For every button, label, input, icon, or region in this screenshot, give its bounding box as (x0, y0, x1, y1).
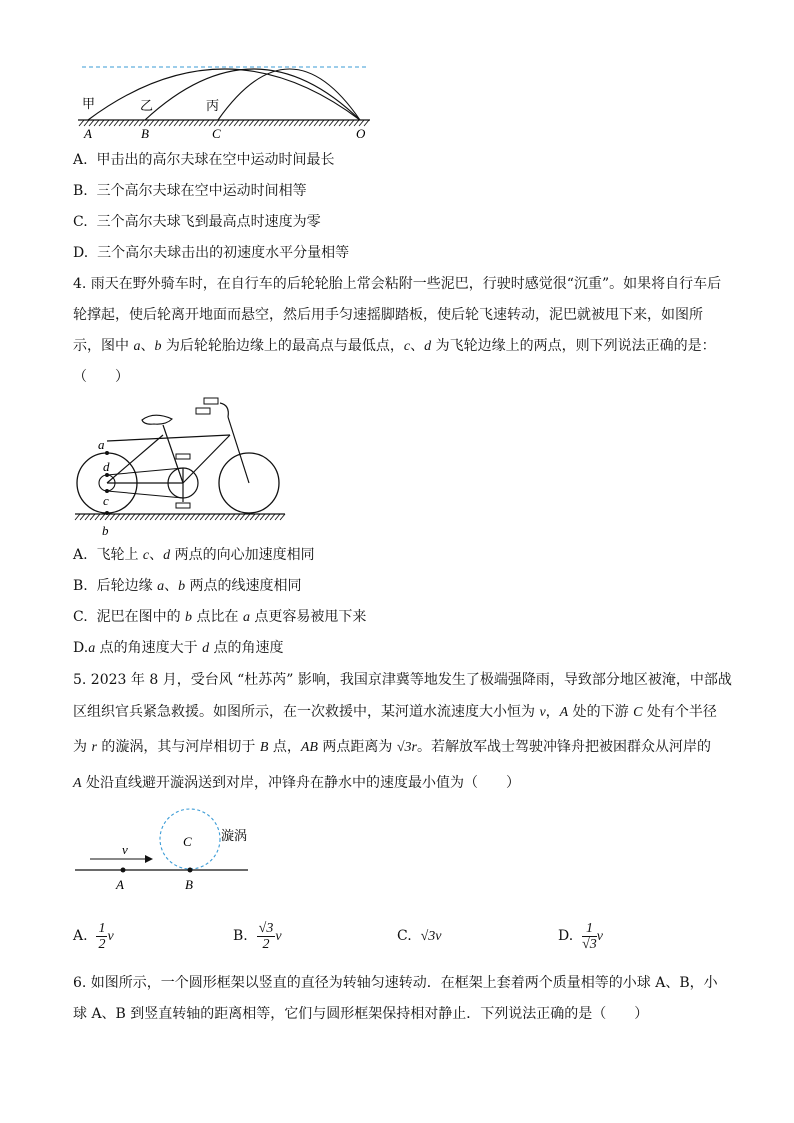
text: 两点的向心加速度相同 (170, 547, 315, 563)
hatch-mark (309, 120, 314, 126)
hatch-mark (240, 514, 245, 520)
ground-hatching (79, 120, 369, 126)
hatch-mark (220, 514, 225, 520)
point-B-dot (188, 868, 193, 873)
hatch-mark (260, 514, 265, 520)
label-B: B (185, 877, 193, 892)
fraction (96, 921, 107, 952)
hatch-mark (164, 120, 169, 126)
text: 点比在 (192, 609, 243, 625)
hatch-mark (189, 120, 194, 126)
velocity-arrow-head (145, 855, 153, 863)
hatch-mark (289, 120, 294, 126)
hatch-mark (344, 120, 349, 126)
golf-trajectory-figure (70, 58, 380, 143)
var-v: v (107, 929, 114, 944)
text: 处的下游 (568, 704, 634, 720)
text: 、 (410, 338, 425, 354)
hatch-mark (94, 120, 99, 126)
var-v: v (539, 705, 546, 720)
hatch-mark (120, 514, 125, 520)
text: 后轮边缘 (96, 578, 158, 594)
q5-option-b[interactable] (233, 918, 282, 955)
hatch-mark (245, 514, 250, 520)
river-vortex-figure (70, 808, 270, 896)
hatch-mark (199, 120, 204, 126)
hatch-mark (115, 514, 120, 520)
hatch-mark (215, 514, 220, 520)
hatch-mark (339, 120, 344, 126)
text: 处沿直线避开漩涡送到对岸，冲锋舟在静水中的速度最小值为（ ） (81, 775, 521, 791)
q5-stem-line4 (73, 773, 520, 794)
var-r: r (91, 740, 97, 755)
hatch-mark (155, 514, 160, 520)
q4-option-b[interactable] (73, 576, 302, 597)
text: 点的角速度 (209, 640, 284, 656)
fraction (582, 921, 597, 952)
hatch-mark (125, 514, 130, 520)
option-letter: B. (233, 928, 248, 944)
hatch-mark (130, 514, 135, 520)
q4-stem-line1: 4. 雨天在野外骑车时，在自行车的后轮轮胎上常会粘附一些泥巴，行驶时感觉很“沉重”。如果将自行车后 (73, 276, 722, 292)
bicycle-figure (70, 395, 290, 540)
text: 、 (164, 578, 179, 594)
option-text: 甲击出的高尔夫球在空中运动时间最长 (96, 152, 335, 168)
hatch-mark (195, 514, 200, 520)
hatch-mark (85, 514, 90, 520)
denominator: 2 (98, 936, 106, 952)
hatch-mark (95, 514, 100, 520)
label-a: a (98, 437, 105, 452)
option-letter: A. (73, 547, 88, 563)
denominator: 2 (262, 936, 270, 952)
text: 为后轮轮胎边缘上的最高点与最低点， (161, 338, 404, 354)
hatch-mark (230, 514, 235, 520)
text: 为 (73, 739, 92, 755)
label-vortex: 漩涡 (221, 828, 248, 843)
hatch-mark (165, 514, 170, 520)
hatch-mark (234, 120, 239, 126)
hatch-mark (314, 120, 319, 126)
hatch-mark (110, 514, 115, 520)
text: 点更容易被甩下来 (249, 609, 367, 625)
hatch-mark (264, 120, 269, 126)
q5-option-d[interactable] (558, 918, 603, 955)
hatch-mark (190, 514, 195, 520)
var-C: C (633, 705, 643, 720)
q6-stem-line2: 球 A、B 到竖直转轴的距离相等，它们与圆形框架保持相对静止．下列说法正确的是（ ） (73, 1006, 649, 1022)
hatch-mark (224, 120, 229, 126)
var-A: A (73, 776, 82, 791)
var: b (178, 579, 186, 594)
hatch-mark (174, 120, 179, 126)
hatch-mark (319, 120, 324, 126)
frame-seat-stay (107, 435, 163, 483)
hatch-mark (279, 120, 284, 126)
handlebar-grip-2 (196, 408, 210, 414)
pedal-top (176, 454, 190, 459)
label-A: A (116, 877, 124, 892)
var: a (88, 641, 96, 656)
label-v: v (122, 842, 128, 857)
hatch-mark (329, 120, 334, 126)
var-c: c (403, 339, 411, 354)
handlebar-grip (204, 398, 218, 404)
q5-stem-line1: 5. 2023 年 8 月，受台风 “杜苏芮” 影响，我国京津冀等地发生了极端强降雨，导致部分地区被淹，中部战 (73, 672, 732, 688)
hatch-mark (249, 120, 254, 126)
q4-answer-paren: （ ） (73, 369, 129, 385)
hatch-mark (334, 120, 339, 126)
hatch-mark (205, 514, 210, 520)
q4-option-d[interactable] (73, 638, 284, 659)
hatch-mark (175, 514, 180, 520)
hatch-mark (119, 120, 124, 126)
denominator: √3 (582, 936, 597, 952)
label-bing: 丙 (206, 98, 220, 113)
hatch-mark (104, 120, 109, 126)
hatch-mark (265, 514, 270, 520)
fraction (257, 921, 276, 952)
point-B: B (141, 126, 149, 141)
text: 的漩涡，其与河岸相切于 (96, 739, 260, 755)
q3-option-b[interactable] (73, 181, 307, 201)
trajectory-yi (145, 69, 360, 120)
text: 区组织官兵紧急救援。如图所示，在一次救援中，某河道水流速度大小恒为 (73, 704, 540, 720)
hatch-mark (140, 514, 145, 520)
hatch-mark (210, 514, 215, 520)
hatch-mark (124, 120, 129, 126)
hatch-mark (149, 120, 154, 126)
var: c (142, 548, 150, 563)
point-A-dot (121, 868, 126, 873)
option-text: 三个高尔夫球在空中运动时间相等 (96, 183, 307, 199)
var: d (202, 641, 210, 656)
var-a: a (133, 339, 141, 354)
text: 两点距离为 (317, 739, 397, 755)
option-letter: D. (558, 928, 574, 944)
text: 泥巴在图中的 (96, 609, 186, 625)
hatch-mark (114, 120, 119, 126)
q4-option-a[interactable] (73, 545, 315, 566)
fork (228, 417, 249, 483)
q3-option-d[interactable] (73, 243, 349, 263)
hatch-mark (259, 120, 264, 126)
hatch-mark (194, 120, 199, 126)
numerator: 1 (98, 920, 106, 936)
hatch-mark (154, 120, 159, 126)
hatch-mark (75, 514, 80, 520)
q5-option-c[interactable] (397, 918, 441, 955)
q5-stem-line3 (73, 737, 711, 758)
var-b: b (154, 339, 162, 354)
label-c: c (103, 493, 109, 508)
hatch-mark (284, 120, 289, 126)
hatch-mark (270, 514, 275, 520)
hatch-mark (324, 120, 329, 126)
hatch-mark (169, 120, 174, 126)
q3-option-a[interactable] (73, 150, 334, 170)
var: a (157, 579, 165, 594)
hatch-mark (244, 120, 249, 126)
hatch-mark (134, 120, 139, 126)
hatch-mark (179, 120, 184, 126)
hatch-mark (294, 120, 299, 126)
hatch-mark (170, 514, 175, 520)
hatch-mark (229, 120, 234, 126)
hatch-mark (150, 514, 155, 520)
q4-stem-line3 (73, 336, 716, 357)
option-letter: A. (73, 928, 88, 944)
text: 、 (149, 547, 164, 563)
var-A: A (559, 705, 569, 720)
hatch-mark (239, 120, 244, 126)
text: ， (545, 704, 560, 720)
hatch-mark (160, 514, 165, 520)
text: 两点的线速度相同 (185, 578, 302, 594)
var-v: v (596, 929, 603, 944)
point-O: O (356, 126, 366, 141)
var-d: d (424, 339, 432, 354)
text: 。若解放军战士驾驶冲锋舟把被困群众从河岸的 (416, 739, 711, 755)
option-text: 三个高尔夫球飞到最高点时速度为零 (96, 214, 321, 230)
q6-stem-line1: 6. 如图所示，一个圆形框架以竖直的直径为转轴匀速转动．在框架上套着两个质量相等的小球 A、B，小 (73, 975, 718, 991)
hatch-mark (274, 120, 279, 126)
hatch-mark (145, 514, 150, 520)
q3-option-c[interactable] (73, 212, 321, 232)
var: a (242, 610, 250, 625)
var-v: v (275, 929, 282, 944)
handlebar (220, 403, 228, 417)
hatch-mark (185, 514, 190, 520)
q4-stem-line2: 轮撑起，使后轮离开地面而悬空，然后用手匀速摇脚踏板，使后轮飞速转动，泥巴就被甩下来，如图所 (73, 307, 703, 323)
option-text: 三个高尔夫球击出的初速度水平分量相等 (97, 245, 350, 261)
hatch-mark (109, 120, 114, 126)
var: d (163, 548, 171, 563)
option-letter: C. (397, 928, 412, 944)
hatch-mark (184, 120, 189, 126)
hatch-mark (100, 514, 105, 520)
label-b: b (102, 523, 109, 538)
point-A: A (84, 126, 92, 141)
hatch-mark (280, 514, 285, 520)
option-letter: D. (73, 640, 89, 656)
text: 、 (140, 338, 155, 354)
hatch-mark (135, 514, 140, 520)
option-letter: D. (73, 245, 89, 261)
text: 示，图中 (73, 338, 134, 354)
text: 点的角速度大于 (95, 640, 203, 656)
hatch-mark (80, 514, 85, 520)
hatch-mark (349, 120, 354, 126)
option-letter: C. (73, 609, 88, 625)
option-letter: A. (73, 152, 88, 168)
option-letter: B. (73, 183, 88, 199)
hatch-mark (304, 120, 309, 126)
hatch-mark (159, 120, 164, 126)
option-letter: C. (73, 214, 88, 230)
point-a-dot (105, 451, 109, 455)
trajectory-bing (218, 69, 360, 120)
q4-option-c[interactable] (73, 607, 366, 628)
label-yi: 乙 (140, 98, 154, 113)
q5-option-a[interactable] (73, 918, 114, 955)
hatch-mark (254, 120, 259, 126)
expr-sqrt3v: √3v (420, 929, 442, 944)
text: 点， (268, 739, 301, 755)
point-C: C (212, 126, 221, 141)
hatch-mark (99, 120, 104, 126)
numerator: √3 (258, 920, 274, 936)
hatch-mark (275, 514, 280, 520)
expr-sqrt3r: √3r (396, 740, 417, 755)
var: b (185, 610, 193, 625)
hatch-mark (204, 120, 209, 126)
hatch-mark (129, 120, 134, 126)
hatch-mark (299, 120, 304, 126)
numerator: 1 (582, 921, 597, 937)
label-C: C (183, 834, 192, 849)
seat (142, 415, 172, 424)
var-B: B (259, 740, 269, 755)
hatch-mark (90, 514, 95, 520)
hatch-mark (180, 514, 185, 520)
hatch-mark (255, 514, 260, 520)
text: 飞轮上 (96, 547, 143, 563)
hatch-mark (200, 514, 205, 520)
option-letter: B. (73, 578, 88, 594)
label-d: d (103, 459, 110, 474)
q5-stem-line2 (73, 702, 717, 723)
text: 处有个半径 (642, 704, 717, 720)
label-jia: 甲 (82, 96, 96, 111)
hatch-mark (225, 514, 230, 520)
var-AB: AB (300, 740, 318, 755)
hatch-mark (235, 514, 240, 520)
hatch-mark (250, 514, 255, 520)
hatch-mark (269, 120, 274, 126)
pedal-bottom (176, 503, 190, 508)
text: 为飞轮边缘上的两点，则下列说法正确的是： (431, 338, 716, 354)
